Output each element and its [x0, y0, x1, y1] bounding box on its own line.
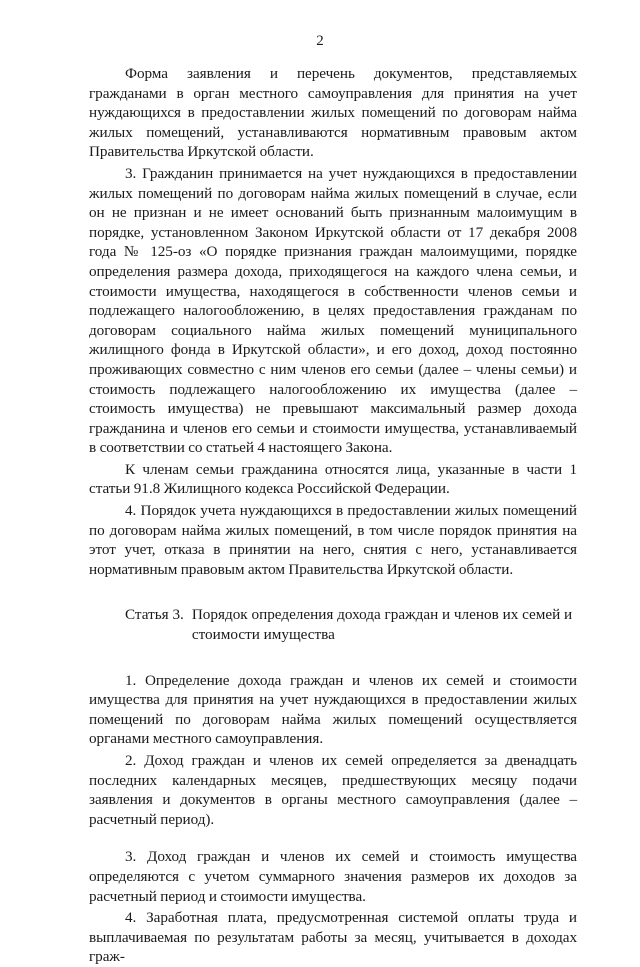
paragraph-article3-item-2: 2. Доход граждан и членов их семей определяется за двенадцать последних календарных месяцев, предшествующих месяцу подачи заявления и документов в органы местного самоуправления (далее – расчетный период). — [89, 752, 577, 828]
paragraph-article3-item-3: 3. Доход граждан и членов их семей и стоимость имущества определяются с учетом суммарного значения размеров их доходов за расчетный период и стоимости имущества. — [89, 848, 577, 905]
paragraph-item-3: 3. Гражданин принимается на учет нуждающихся в предоставлении жилых помещений по договорам найма жилых помещений в случае, если он не признан и не имеет оснований быть признанным малоимущим в порядке, установленном Законом Иркутской области от 17 декабря 2008 года № 125-оз «О порядке признания граждан малоимущими, порядке определения размера дохода, приходящегося на каждого члена семьи, и стоимости имущества, находящегося в собственности членов семьи и подлежащего налогообложению, в целях предоставления гражданам по договорам социального найма жилых помещений муниципального жилищного фонда в Иркутской области», и его доход, доход постоянно проживающих совместно с ним членов его семьи (далее – члены семьи) и стоимость подлежащего налогообложению их имущества (далее – стоимость имущества) не превышают максимальный размер дохода гражданина и членов его семьи и стоимости имущества, устанавливаемый в соответствии со статьей 4 настоящего Закона. — [89, 164, 577, 457]
paragraph-application-form: Форма заявления и перечень документов, представляемых гражданами в орган местного самоуправления для принятия на учет нуждающихся в предоставлении жилых помещений по договорам найма жилых помещений, устанавливаются нормативным правовым актом Правительства Иркутской области. — [89, 65, 577, 161]
page-number: 2 — [316, 33, 324, 49]
paragraph-family-members: К членам семьи гражданина относятся лица, указанные в части 1 статьи 91.8 Жилищного кодекса Российской Федерации. — [89, 460, 577, 498]
article-heading — [89, 605, 577, 644]
paragraph-item-4: 4. Порядок учета нуждающихся в предоставлении жилых помещений по договорам найма жилых помещений, в том числе порядок принятия на этот учет, отказа в принятии на него, снятия с него, устанавливается нормативным правовым актом Правительства Иркутской области. — [89, 502, 577, 578]
document-body — [89, 64, 577, 967]
paragraph-article3-item-4: 4. Заработная плата, предусмотренная системой оплаты труда и выплачиваемая по результатам работы за месяц, учитывается в доходах граж- — [89, 909, 577, 966]
paragraph-article3-item-1: 1. Определение дохода граждан и членов их семей и стоимости имущества для принятия на учет нуждающихся в предоставлении жилых помещений по договорам найма жилых помещений осуществляется органами местного самоуправления. — [89, 671, 577, 748]
article-number: Статья 3. — [125, 606, 184, 624]
article-title: Порядок определения дохода граждан и членов их семей и стоимости имущества — [191, 606, 573, 644]
